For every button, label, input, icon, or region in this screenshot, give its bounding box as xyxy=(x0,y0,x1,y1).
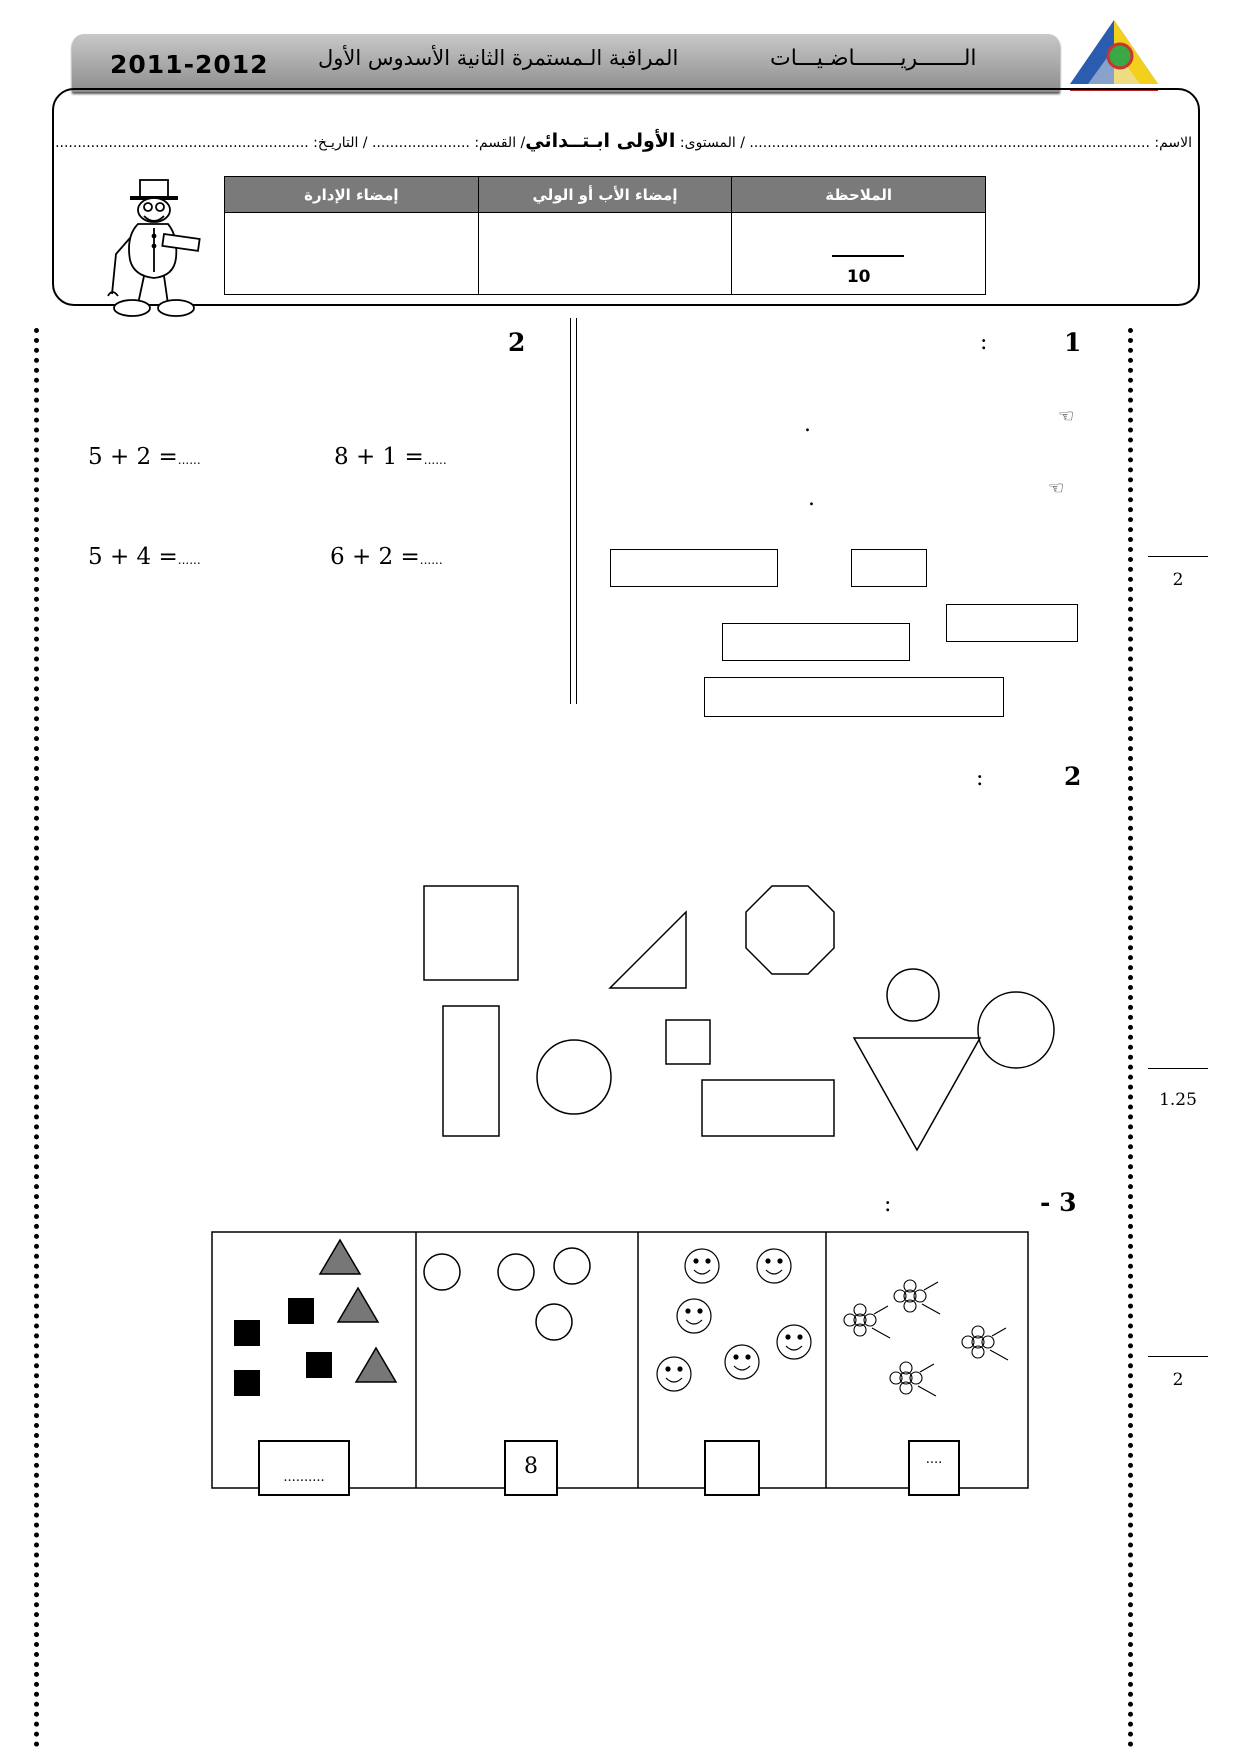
exercise-3-number: - 3 xyxy=(1040,1188,1077,1217)
grade-table xyxy=(224,176,986,295)
score-ex1: 2 xyxy=(1172,570,1184,590)
exercise-2-left-number: 2 xyxy=(508,328,526,357)
pointing-hand-icon: ☜ xyxy=(1058,406,1075,427)
addition-equation: 8 + 1 =...... xyxy=(334,444,447,470)
black-square-icon xyxy=(234,1298,332,1396)
exercise-1-dot-1: . xyxy=(804,412,811,437)
section-divider-left xyxy=(570,318,571,704)
answer-blank[interactable]: ...... xyxy=(419,553,443,567)
exercise-2-colon: : xyxy=(976,766,984,791)
small-circle-shape xyxy=(887,969,939,1021)
geometric-shapes xyxy=(420,880,1120,1170)
note-total: 10 xyxy=(846,267,871,287)
section-field[interactable]: / القسم: ...................... xyxy=(371,135,526,151)
addition-equation: 5 + 2 =...... xyxy=(88,444,201,470)
parent-signature-header: إمضاء الأب أو الولي xyxy=(478,177,732,213)
count-answer-box[interactable]: .......... xyxy=(258,1440,350,1496)
score-line-ex1 xyxy=(1148,556,1208,557)
answer-box[interactable] xyxy=(704,677,1004,717)
right-dotted-border xyxy=(1128,328,1133,1748)
answer-box[interactable] xyxy=(946,604,1078,642)
level-value: الأولى ابـتــدائي xyxy=(525,130,676,152)
exercise-1-number: 1 xyxy=(1064,328,1082,357)
octagon-shape xyxy=(746,886,834,974)
circle-icon xyxy=(424,1248,590,1340)
inverted-triangle-shape xyxy=(854,1038,980,1150)
score-line-ex3 xyxy=(1148,1356,1208,1357)
name-field[interactable]: الاسم: .......................................................................................... xyxy=(749,135,1192,151)
note-fraction-line xyxy=(832,255,904,257)
answer-blank[interactable]: ...... xyxy=(177,453,201,467)
addition-equation: 5 + 4 =...... xyxy=(88,544,201,570)
flower-icon xyxy=(844,1280,1008,1396)
exercise-2-number: 2 xyxy=(1064,762,1082,791)
count-answer-box[interactable]: 8 xyxy=(504,1440,558,1496)
score-line-ex2 xyxy=(1148,1068,1208,1069)
smiley-face-icon xyxy=(657,1249,811,1391)
exam-title: المراقبة الـمستمرة الثانية الأسدوس الأول xyxy=(318,46,679,70)
admin-signature-cell[interactable] xyxy=(225,213,479,295)
answer-box[interactable] xyxy=(610,549,778,587)
subject-title: الـــــــريـــــــاضـيـــات xyxy=(770,46,977,71)
wide-rectangle-shape xyxy=(702,1080,834,1136)
small-square-shape xyxy=(666,1020,710,1064)
score-ex3: 2 xyxy=(1172,1370,1184,1390)
answer-box[interactable] xyxy=(722,623,910,661)
pointing-hand-icon: ☜ xyxy=(1048,478,1065,499)
circle-shape xyxy=(537,1040,611,1114)
circle-shape xyxy=(978,992,1054,1068)
answer-box[interactable] xyxy=(851,549,927,587)
parent-signature-cell[interactable] xyxy=(478,213,732,295)
right-triangle-shape xyxy=(610,912,686,988)
count-answer-box[interactable]: .... xyxy=(908,1440,960,1496)
count-answer-box[interactable] xyxy=(704,1440,760,1496)
exercise-1-dot-2: . xyxy=(808,486,815,511)
addition-equation: 6 + 2 =...... xyxy=(330,544,443,570)
school-year: 2011-2012 xyxy=(110,50,269,79)
date-field[interactable]: / التاريـخ: .......................................................... xyxy=(50,135,372,151)
section-divider-right xyxy=(576,318,577,704)
answer-blank[interactable]: ...... xyxy=(423,453,447,467)
rectangle-shape xyxy=(443,1006,499,1136)
exercise-1-colon: : xyxy=(980,330,988,355)
triangle-logo-icon xyxy=(1066,18,1162,92)
duck-mascot-icon xyxy=(104,176,214,324)
note-header: الملاحظة xyxy=(732,177,986,213)
answer-blank[interactable]: ...... xyxy=(177,553,201,567)
student-info-line xyxy=(50,130,1192,152)
left-dotted-border xyxy=(34,328,39,1748)
admin-signature-header: إمضاء الإدارة xyxy=(225,177,479,213)
exercise-3-colon: : xyxy=(884,1192,892,1217)
score-ex2: 1.25 xyxy=(1159,1090,1197,1110)
note-cell[interactable] xyxy=(732,213,986,295)
level-label: / المستوى: xyxy=(675,135,750,151)
square-shape xyxy=(424,886,518,980)
